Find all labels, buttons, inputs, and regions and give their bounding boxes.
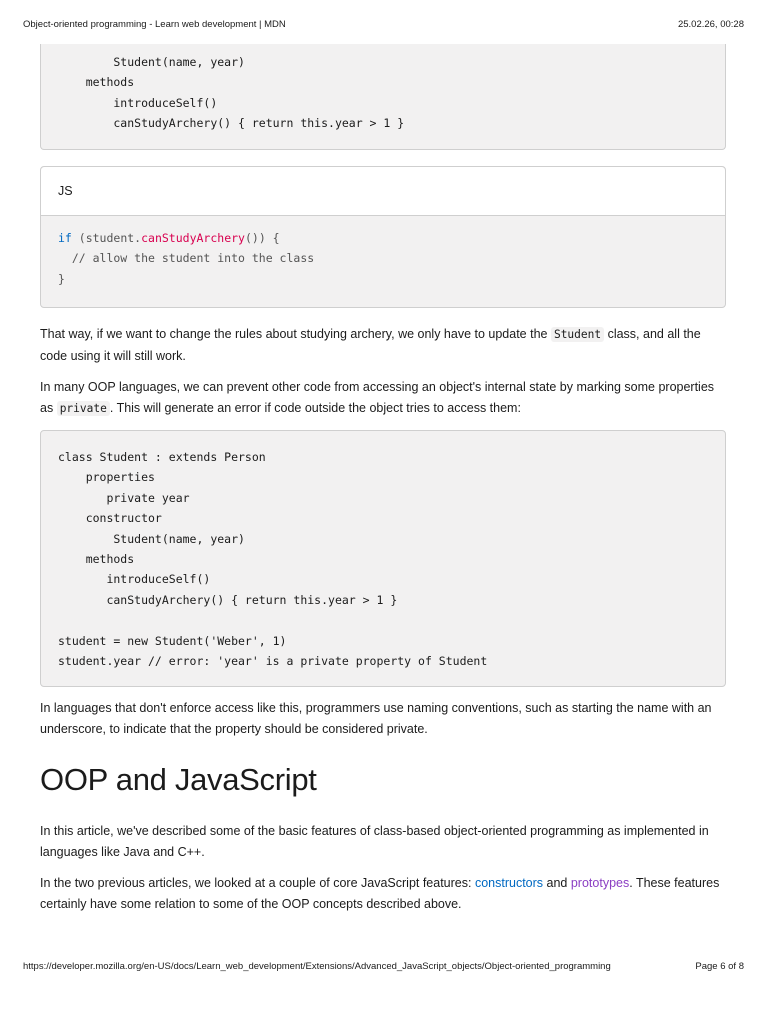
code-line: introduceSelf() — [58, 95, 218, 110]
code-comment: // allow the student into the class — [58, 251, 315, 266]
code-line: Student(name, year) — [58, 55, 245, 69]
paragraph-text: In many OOP languages, we can prevent other code from accessing an object's internal state by marking some properties as — [40, 380, 715, 415]
code-line: class Student : extends Person — [58, 450, 266, 464]
code-text: (student — [71, 231, 135, 245]
inline-code: Student — [551, 327, 604, 342]
code-block-continued-body — [58, 52, 404, 134]
paragraph-text: That way, if we want to change the rules about studying archery, we only have to update the — [40, 327, 551, 341]
print-datetime: 25.02.26, 00:28 — [677, 19, 744, 30]
inline-code: private — [57, 401, 110, 416]
code-line: canStudyArchery() { return this.year > 1 } — [58, 116, 405, 131]
code-block-continued — [40, 44, 726, 150]
code-line: student.year // error: 'year' is a private property of Student — [58, 654, 488, 669]
prototypes-link[interactable]: prototypes — [570, 876, 630, 890]
paragraph — [40, 873, 728, 914]
constructors-link[interactable]: constructors — [474, 876, 544, 890]
print-header — [23, 19, 744, 33]
paragraph — [40, 377, 728, 419]
code-line: canStudyArchery() { return this.year > 1 } — [58, 592, 398, 607]
code-line: methods — [58, 552, 135, 567]
js-code-body — [58, 228, 314, 289]
code-line: Student(name, year) — [58, 531, 245, 546]
pseudocode-block — [40, 430, 726, 687]
code-line: methods — [58, 75, 135, 90]
code-line: private year — [58, 490, 190, 505]
paragraph: In languages that don't enforce access like this, programmers use naming conventions, such as starting the name with an underscore, to indicate that the property should be considered private. — [40, 701, 712, 736]
code-text: . — [134, 231, 142, 245]
code-text: ()) { — [244, 231, 280, 245]
code-language-label: JS — [41, 167, 725, 216]
code-text: } — [58, 271, 65, 286]
code-function: canStudyArchery — [141, 231, 245, 245]
paragraph: In this article, we've described some of the basic features of class-based object-oriented programming as implemented in languages like Java and C++. — [40, 824, 709, 859]
code-line: student = new Student('Weber', 1) — [58, 633, 287, 648]
paragraph-text: In the two previous articles, we looked at a couple of core JavaScript features: — [40, 876, 475, 890]
section-heading: OOP and JavaScript — [40, 762, 317, 797]
pseudocode-body — [58, 447, 487, 671]
paragraph-text: . This will generate an error if code outside the object tries to access them: — [109, 400, 521, 415]
print-footer — [23, 961, 744, 975]
code-line: properties — [58, 470, 155, 485]
paragraph-text: and — [543, 876, 571, 890]
paragraph-text: class, and all the code using it will still work. — [40, 327, 701, 363]
code-line: constructor — [58, 511, 162, 526]
code-keyword: if — [58, 231, 72, 245]
js-code-block — [40, 166, 726, 308]
paragraph-text: . These features certainly have some relation to some of the OOP concepts described above. — [40, 876, 720, 911]
code-line: introduceSelf() — [58, 572, 211, 587]
page-url: https://developer.mozilla.org/en-US/docs/Learn_web_development/Extensions/Advanced_JavaScript_objects/Object-oriented_programming — [23, 961, 611, 972]
page-number: Page 6 of 8 — [695, 961, 744, 972]
page-title: Object-oriented programming - Learn web development | MDN — [23, 19, 286, 30]
paragraph — [40, 324, 728, 366]
